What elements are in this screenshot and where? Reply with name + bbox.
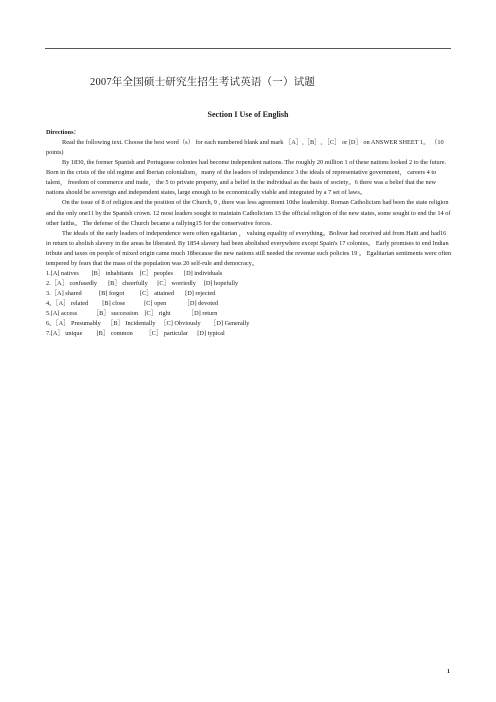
question-option-5: 5.[A] access ［B］ succession [C］ right ［D] return [46, 310, 218, 318]
passage-paragraph-2: On the issue of 8 of religion and the position of the Church, 9 , there was less agreement 10the leadership. Roman Catholicism had been the state religion and the only one11 by the Spanish crown. 12 most leaders sought to maintain Catholicism 13 the official religion of the new states, some sought to end the 14 of other faiths。 The defense of the Church became a rallying15 for the conservative forces. [46, 199, 451, 227]
question-option-2: 2.［A］ confusedly [B］ cheerfully [C］ worriedly [D] hopefully [46, 279, 239, 287]
header-rule [45, 48, 451, 49]
section-heading: Section I Use of English [207, 110, 289, 119]
page-number: 1 [447, 669, 450, 675]
document-body [46, 128, 452, 339]
question-option-7: 7.[A］ unique [B］ common ［C］ particular [D] typical [46, 330, 225, 338]
directions-text: Read the following text. Choose the best word（s） for each numbered blank and mark ［A］,［B］, ［C］ or [D］ on ANSWER SHEET 1。 （10 points) [46, 139, 444, 157]
question-option-6: 6。［A］ Presumably ［B］ Incidentally ［C] Obviously ［D] Generally [46, 320, 250, 328]
question-option-1: 1.[A] natives [B］ inhabitants [C］ peoples [D] individuals [46, 269, 223, 277]
passage-paragraph-3: The ideals of the early leaders of independence were often egalitarian ， valuing equality of everything。Bolivar had received aid from Haiti and had16 in return to abolish slavery in the areas he liberated. By 1854 slavery had been abolished everywhere except Spain's 17 colonies。 Early promises to end Indian tribute and taxes on people of mixed origin came much 18because the new nations still needed the revenue such policies 19 。 Egalitarian sentiments were often tempered by fears that the mass of the population was 20 self-rule and democracy。 [46, 229, 452, 267]
directions-label: Directions： [46, 129, 80, 136]
question-option-4: 4。［A］ related [B] close [C] open ［D] devoted [46, 300, 219, 308]
page-title: 2007年全国硕士研究生招生考试英语（一）试题 [90, 77, 316, 88]
question-option-3: 3.［A] shared [B] forgot [C］ attained [D] rejected [46, 290, 216, 297]
passage-paragraph-1: By 1830, the former Spanish and Portuguese colonies had become independent nations. The roughly 20 million 1 of these nations looked 2 to the future. Born in the crisis of the old regime and Iberian colonialism，many of the leaders of independence 3 the ideals of representative government， careers 4 to talent， freedom of commerce and trade， the 5 to private property, and a belief in the individual as the basis of society。6 there was a belief that the new nations should be sovereign and independent states, large enough to be economically viable and integrated by a 7 set of laws。 [46, 159, 447, 197]
